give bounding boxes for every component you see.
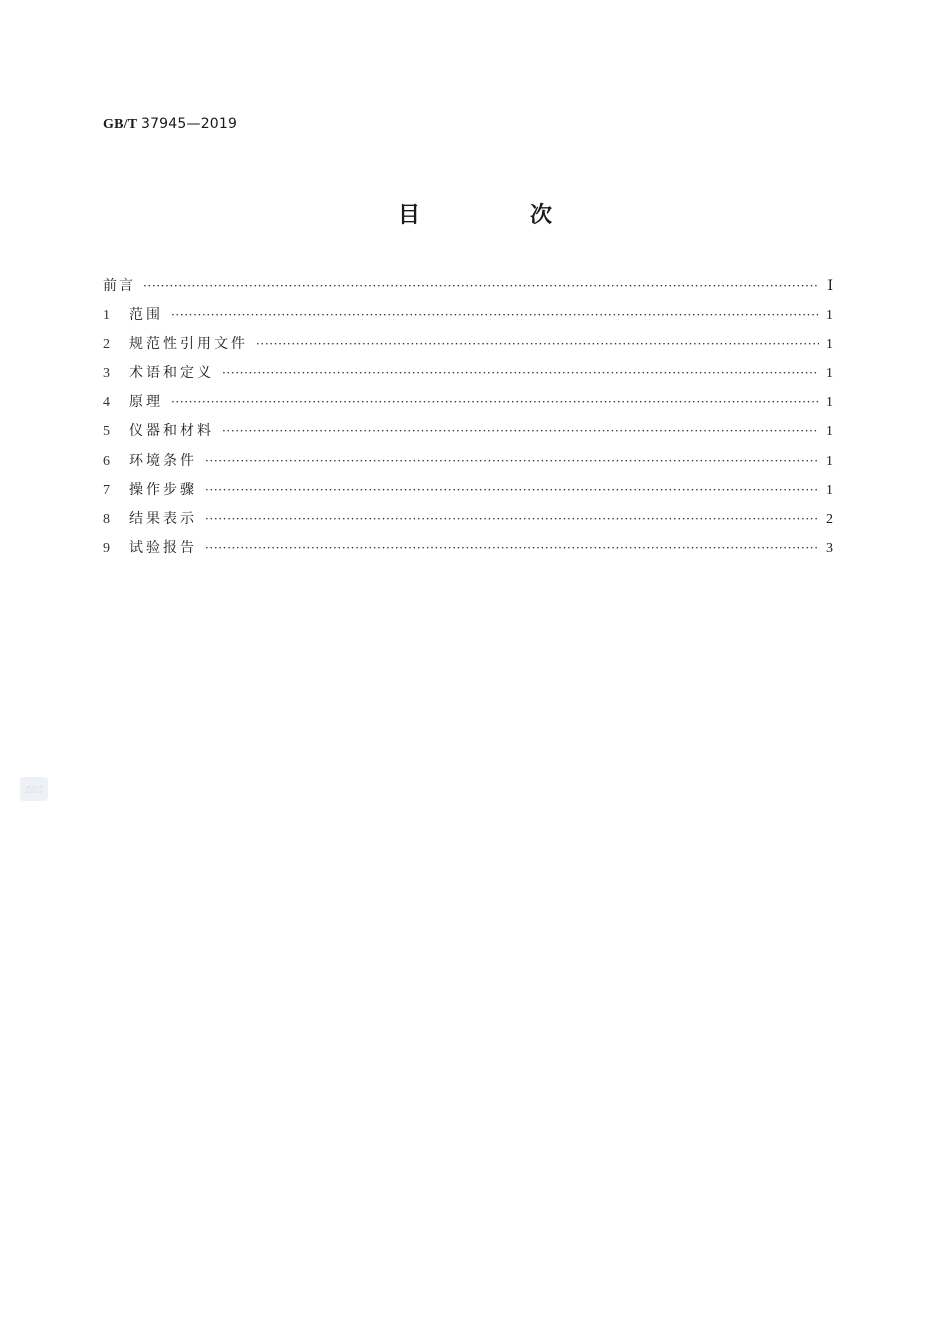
dot-leader (205, 534, 819, 563)
dot-leader (222, 359, 819, 388)
dot-leader (143, 272, 819, 301)
dot-leader (222, 417, 819, 446)
toc-entry-apparatus-materials[interactable] (103, 417, 833, 446)
toc-title: 目 次 (397, 203, 596, 228)
toc-entry-label: 原理 (129, 394, 163, 411)
toc-entry-foreword[interactable] (103, 272, 833, 301)
toc-entry-number: 6 (103, 453, 110, 469)
toc-entry-environmental-conditions[interactable] (103, 447, 833, 476)
dot-leader (171, 388, 819, 417)
toc-entry-terms-definitions[interactable] (103, 359, 833, 388)
toc-entry-number: 3 (103, 366, 110, 382)
toc-entry-label: 规范性引用文件 (129, 336, 248, 353)
toc-entry-number: 9 (103, 540, 110, 556)
toc-entry-normative-references[interactable] (103, 330, 833, 359)
sac-logo-icon (22, 783, 46, 795)
dot-leader (205, 447, 819, 476)
standard-prefix: GB/T (103, 117, 138, 132)
toc-entry-page: 1 (826, 482, 833, 498)
toc-entry-page: 1 (826, 395, 833, 411)
toc-entry-number: 1 (103, 308, 110, 324)
table-of-contents (103, 272, 833, 563)
toc-entry-page: 1 (826, 366, 833, 382)
toc-entry-number: 2 (103, 337, 110, 353)
dot-leader (171, 301, 819, 330)
toc-entry-page: 1 (826, 453, 833, 469)
toc-entry-results[interactable] (103, 505, 833, 534)
standard-code: 37945—2019 (140, 116, 238, 132)
toc-entry-label: 范围 (129, 307, 163, 324)
dot-leader (205, 476, 819, 505)
toc-entry-scope[interactable] (103, 301, 833, 330)
toc-entry-number: 4 (103, 395, 110, 411)
toc-entry-page: 1 (826, 424, 833, 440)
toc-entry-page: 1 (826, 308, 833, 324)
toc-entry-page: 1 (826, 337, 833, 353)
dot-leader (205, 505, 819, 534)
toc-entry-number: 8 (103, 511, 110, 527)
toc-entry-procedure[interactable] (103, 476, 833, 505)
toc-entry-label: 环境条件 (129, 452, 197, 469)
toc-entry-page: 3 (826, 540, 833, 556)
toc-entry-label: 前言 (103, 278, 135, 294)
toc-entry-label: 试验报告 (129, 539, 197, 556)
dot-leader (256, 330, 819, 359)
toc-entry-test-report[interactable] (103, 534, 833, 563)
toc-entry-label: 结果表示 (129, 510, 197, 527)
toc-entry-label: 术语和定义 (129, 365, 214, 382)
toc-entry-number: 7 (103, 482, 110, 498)
toc-entry-page: Ⅰ (827, 279, 833, 294)
toc-entry-label: 仪器和材料 (129, 423, 214, 440)
standard-number (103, 116, 237, 133)
toc-entry-page: 2 (826, 511, 833, 527)
sac-watermark-logo (20, 777, 48, 801)
toc-entry-principle[interactable] (103, 388, 833, 417)
svg-text:SAC: SAC (25, 785, 43, 795)
toc-entry-label: 操作步骤 (129, 481, 197, 498)
toc-entry-number: 5 (103, 424, 110, 440)
